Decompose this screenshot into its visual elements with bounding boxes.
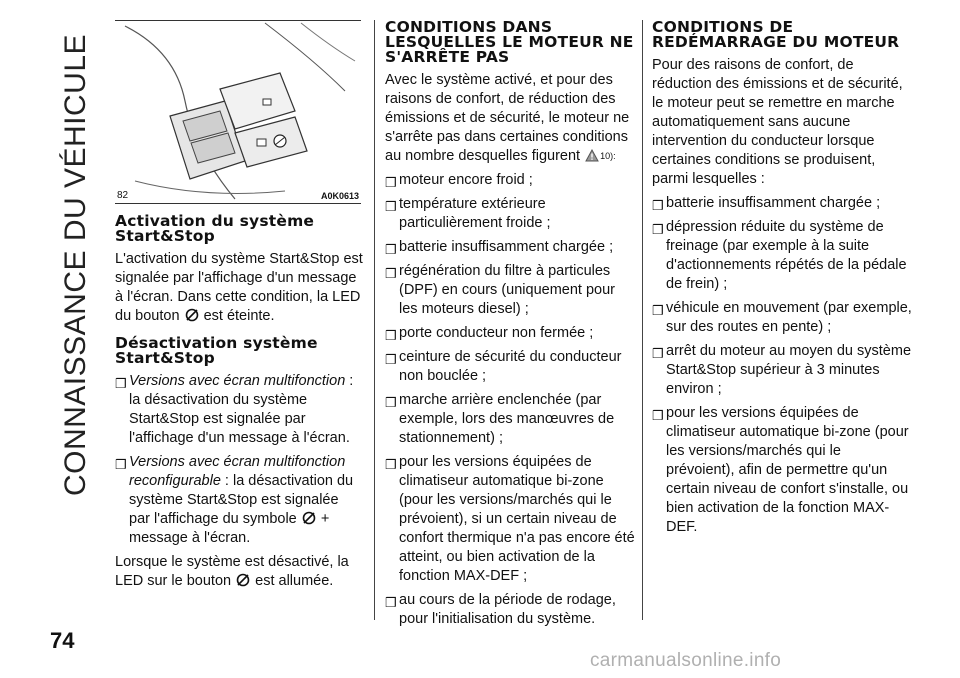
- section-title: CONNAISSANCE DU VÉHICULE: [59, 33, 92, 497]
- no-stop-intro: [385, 71, 635, 166]
- list-item-text: véhicule en mouvement (par exemple, sur des routes en pente) ;: [666, 300, 912, 335]
- activation-paragraph: [115, 250, 363, 326]
- start-stop-icon: [185, 308, 199, 322]
- checkbox-bullet-icon: ❒: [652, 303, 664, 318]
- note-reference: 10):: [600, 151, 616, 161]
- restart-list: [652, 194, 912, 537]
- figure-console-photo: [115, 20, 361, 204]
- checkbox-bullet-icon: ❒: [385, 328, 397, 343]
- deactivated-text-end: est allumée.: [255, 573, 334, 589]
- checkbox-bullet-icon: ❒: [385, 352, 397, 367]
- list-item: [652, 342, 912, 399]
- checkbox-bullet-icon: ❒: [652, 408, 664, 423]
- list-item-text: au cours de la période de rodage, pour l'initialisation du système.: [399, 592, 616, 627]
- activation-text: L'activation du système Start&Stop est signalée par l'affichage d'un message à l'écran. Dans cette condition, la LED du bouton: [115, 251, 363, 324]
- intro-text: Avec le système activé, et pour des raisons de confort, de réduction des émissions et de sécurité, le moteur ne s'arrête pas dans certaines conditions au nombre desquelles figurent: [385, 72, 630, 164]
- list-item-text: température extérieure particulièrement froide ;: [399, 196, 551, 231]
- list-item: [115, 453, 363, 548]
- list-item: [652, 404, 912, 537]
- list-item-text: batterie insuffisamment chargée ;: [666, 195, 881, 211]
- deactivated-paragraph: [115, 553, 363, 591]
- list-item: [385, 324, 635, 343]
- heading-no-stop-conditions: CONDITIONS DANS LESQUELLES LE MOTEUR NE S'ARRÊTE PAS: [385, 18, 634, 66]
- column-2: [385, 20, 635, 634]
- list-item: [385, 348, 635, 386]
- list-item: [385, 262, 635, 319]
- list-item: [652, 194, 912, 213]
- watermark: carmanualsonline.info: [590, 650, 782, 671]
- column-1: [115, 20, 363, 596]
- start-stop-icon: [302, 511, 316, 525]
- checkbox-bullet-icon: ❒: [385, 266, 397, 281]
- figure-code: A0K0613: [320, 191, 359, 201]
- item-text-end: + message à l'écran.: [129, 511, 330, 546]
- list-item-text: dépression réduite du système de freinage (par exemple à la suite d'actionnements répétés de la pédale de frein) ;: [666, 219, 907, 292]
- list-item: [385, 195, 635, 233]
- list-item-text: ceinture de sécurité du conducteur non bouclée ;: [399, 349, 622, 384]
- figure-number: 82: [117, 190, 129, 201]
- activation-text-end: est éteinte.: [203, 308, 275, 324]
- list-item-text: porte conducteur non fermée ;: [399, 325, 594, 341]
- deactivated-text: Lorsque le système est désactivé, la LED sur le bouton: [115, 554, 349, 589]
- checkbox-bullet-icon: ❒: [385, 395, 397, 410]
- checkbox-bullet-icon: ❒: [385, 457, 397, 472]
- list-item-text: batterie insuffisamment chargée ;: [399, 239, 614, 255]
- list-item: [385, 453, 635, 586]
- heading-deactivation: Désactivation système Start&Stop: [115, 334, 318, 367]
- checkbox-bullet-icon: ❒: [115, 376, 127, 391]
- column-divider: [642, 20, 643, 620]
- column-divider: [374, 20, 375, 620]
- list-item: [385, 391, 635, 448]
- heading-activation: Activation du système Start&Stop: [115, 212, 315, 245]
- checkbox-bullet-icon: ❒: [385, 199, 397, 214]
- list-item: [652, 299, 912, 337]
- checkbox-bullet-icon: ❒: [652, 346, 664, 361]
- list-item-text: pour les versions équipées de climatiseur automatique bi-zone (pour les versions/marchés qui le prévoient), si un certain niveau de confort thermique n'a pas encore été atteint, ou bien activation de la fonction MAX-DEF ;: [399, 454, 635, 584]
- item-italic: Versions avec écran multifonction reconfigurable: [129, 454, 346, 489]
- warning-triangle-icon: [585, 149, 599, 162]
- list-item-text: moteur encore froid ;: [399, 172, 533, 188]
- list-item: [385, 591, 635, 629]
- checkbox-bullet-icon: ❒: [385, 242, 397, 257]
- list-item-text: pour les versions équipées de climatiseur automatique bi-zone (pour les versions/marchés qui le prévoient), afin de permettre qu'un certain niveau de confort s'installe, ou bien activation de la fonction MAX-DEF.: [666, 405, 909, 535]
- page-number: 74: [50, 628, 75, 653]
- list-item: [385, 238, 635, 257]
- list-item-text: régénération du filtre à particules (DPF) en cours (uniquement pour les moteurs diesel) ;: [399, 263, 615, 317]
- checkbox-bullet-icon: ❒: [385, 595, 397, 610]
- checkbox-bullet-icon: ❒: [115, 457, 127, 472]
- item-text: : la désactivation du système Start&Stop est signalée par l'affichage d'un message à l'écran.: [129, 373, 354, 446]
- list-item-text: arrêt du moteur au moyen du système Start&Stop supérieur à 3 minutes environ ;: [666, 343, 912, 397]
- checkbox-bullet-icon: ❒: [385, 175, 397, 190]
- restart-intro: Pour des raisons de confort, de réduction des émissions et de sécurité, le moteur peut se remettre en marche automatiquement sans aucune intervention du conducteur lorsque certaines conditions se produisent, parmi lesquelles :: [652, 57, 903, 187]
- list-item: [385, 171, 635, 190]
- list-item: [652, 218, 912, 294]
- console-illustration: [115, 21, 361, 203]
- item-text: : la désactivation du système Start&Stop est signalée par l'affichage du symbole: [129, 473, 354, 527]
- start-stop-icon: [236, 573, 250, 587]
- checkbox-bullet-icon: ❒: [652, 198, 664, 213]
- list-item-text: marche arrière enclenchée (par exemple, lors des manœuvres de stationnement) ;: [399, 392, 615, 446]
- item-italic: Versions avec écran multifonction: [129, 373, 346, 389]
- checkbox-bullet-icon: ❒: [652, 222, 664, 237]
- no-stop-list: [385, 171, 635, 629]
- heading-restart-conditions: CONDITIONS DE REDÉMARRAGE DU MOTEUR: [652, 18, 900, 51]
- column-3: [652, 20, 912, 542]
- list-item: [115, 372, 363, 448]
